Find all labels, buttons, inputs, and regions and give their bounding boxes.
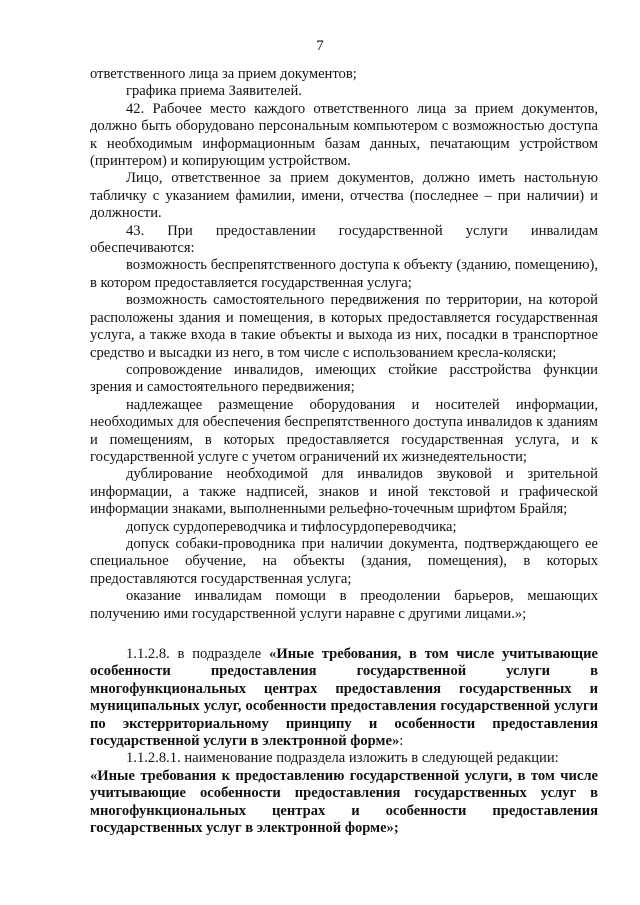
amendment-item bbox=[90, 646, 598, 750]
paragraph: дублирование необходимой для инвалидов звуковой и зрительной информации, а также надписей, знаков и иной текстовой и графической информации знаками, выполненными рельефно-точечным шрифтом Брайля; bbox=[90, 466, 598, 518]
amendment-suffix: : bbox=[399, 733, 404, 750]
subsection-title-old: «Иные требования, в том числе учитывающие особенности предоставления государственной услуги в многофункциональных центрах предоставления государственных и муниципальных услуг, особенности предоставления государственной услуги по экстерриториальному принципу и особенности предоставления государственной услуги в электронной форме» bbox=[90, 646, 598, 750]
paragraph: оказание инвалидам помощи в преодолении барьеров, мешающих получению ими государственной услуги наравне с другими лицами.»; bbox=[90, 588, 598, 622]
page-number: 7 bbox=[316, 38, 324, 54]
paragraph: графика приема Заявителей. bbox=[126, 83, 302, 100]
paragraph: ответственного лица за прием документов; bbox=[90, 66, 357, 82]
subsection-title-new: «Иные требования к предоставлению государственной услуги, в том числе учитывающие особенности предоставления государственных услуг в многофункциональных центрах и особенности предоставления государственных услуг в электронной форме»; bbox=[90, 767, 598, 837]
paragraph: допуск собаки-проводника при наличии документа, подтверждающего ее специальное обучение, на объекты (здания, помещения), в которых предоставляются государственная услуга; bbox=[90, 535, 598, 587]
amendment-subitem: 1.1.2.8.1. наименование подраздела изложить в следующей редакции: bbox=[126, 750, 559, 767]
paragraph: допуск сурдопереводчика и тифлосурдопереводчика; bbox=[126, 518, 457, 535]
spacer bbox=[90, 623, 598, 646]
paragraph: возможность самостоятельного передвижения по территории, на которой расположены здания и помещения, в которых предоставляется государственная услуга, а также входа в такие объекты и выхода из них, посадки в транспортное средство и высадки из него, в том числе с использованием кресла-коляски; bbox=[90, 292, 598, 361]
paragraph: 43. При предоставлении государственной услуги инвалидам обеспечиваются: bbox=[90, 222, 598, 257]
paragraph: 42. Рабочее место каждого ответственного лица за прием документов, должно быть оборудовано персональным компьютером с возможностью доступа к необходимым информационным базам данных, печатающим устройством (принтером) и копирующим устройством. bbox=[90, 100, 598, 170]
paragraph: сопровождение инвалидов, имеющих стойкие расстройства функции зрения и самостоятельного передвижения; bbox=[90, 361, 598, 396]
document-body bbox=[90, 66, 598, 837]
amendment-prefix: 1.1.2.8. в подразделе bbox=[126, 646, 270, 662]
paragraph: возможность беспрепятственного доступа к объекту (зданию, помещению), в котором предоставляется государственная услуга; bbox=[90, 257, 598, 291]
paragraph: надлежащее размещение оборудования и носителей информации, необходимых для обеспечения беспрепятственного доступа инвалидов к зданиям и помещениям, в которых предоставляется государственная услуга, и к государственной услуге с учетом ограничений их жизнедеятельности; bbox=[90, 396, 598, 465]
paragraph: Лицо, ответственное за прием документов, должно иметь настольную табличку с указанием фамилии, имени, отчества (последнее – при наличии) и должности. bbox=[90, 170, 598, 222]
